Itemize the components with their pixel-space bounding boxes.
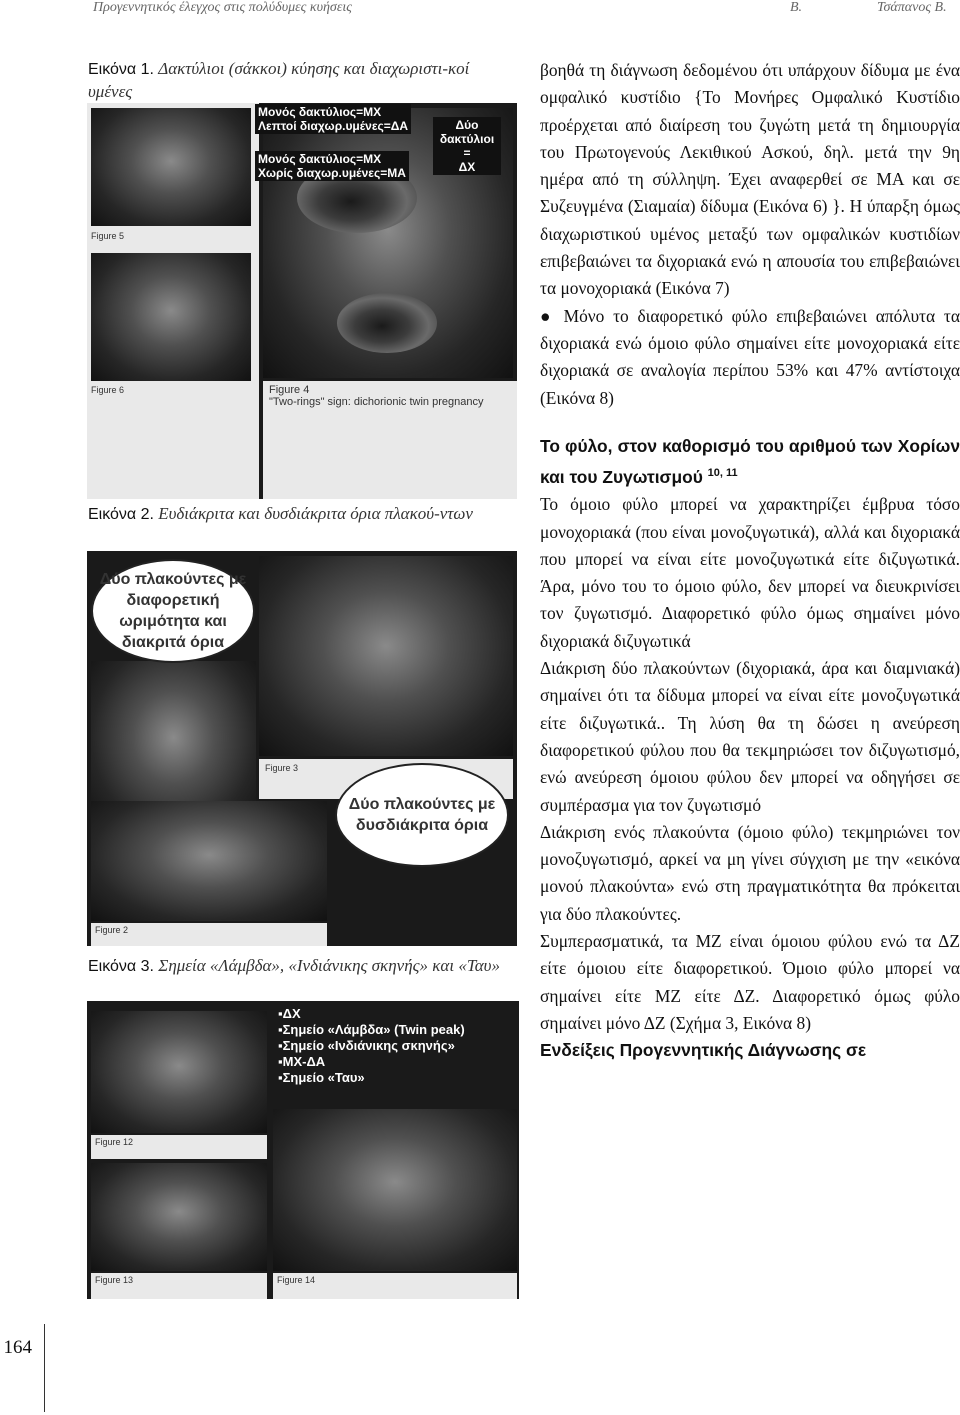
ultrasound-fig3: [259, 556, 513, 756]
legend-tau: ▪Σημείο «Ταυ»: [278, 1070, 365, 1085]
legend-lambda: ▪Σημείο «Λάμβδα» (Twin peak): [278, 1022, 465, 1037]
header-title: Προγεννητικός έλεγχος στις πολύδυμες κυήσεις: [93, 0, 352, 15]
figure-3-caption: [88, 955, 508, 978]
ultrasound-fig5: [91, 108, 251, 226]
paragraph-6: Συμπερασματικά, τα ΜΖ είναι όμοιου φύλου ενώ τα ΔΖ είτε όμοιου είτε διαφορετικού. Όμοιο φύλο μπορεί να σημαίνει είτε ΜΖ είτε ΔΖ. Διαφορετικό όμως φύλο σημαίνει μόνο ΔΖ (Σχήμα 3, Εικόνα 8): [540, 931, 960, 1033]
body-text-column: [540, 57, 960, 1064]
gestational-sac-2: [337, 293, 437, 353]
fig14-label: Figure 14: [277, 1275, 316, 1285]
bubble-indistinct-placentas: [335, 763, 509, 867]
bubble-distinct-placentas: [91, 559, 255, 663]
paragraph-1: βοηθά τη διάγνωση δεδομένου ότι υπάρχουν δίδυμα με ένα ομφαλικό κυστίδιο {Το Μονήρες Ομφαλικό Κυστίδιο προέρχεται από διαίρεση του ζυγώτη μετά τη δημιουργία του Πρωτογενούς Λεκιθικού Ασκού, δηλ. μετά την 9η ημέρα από τη σύλληψη. Έχει αναφερθεί σε ΜΑ και σε Συζευγμένα (Σιαμαία) δίδυμα (Εικόνα 6) }. Η ύπαρξη όμως διαχωριστικού υμένος μεταξύ των ομφαλικών κυστιδίων επιβεβαιώνει τα διχοριακά ενώ η απουσία του επιβεβαιώνει τα μονοχοριακά (Εικόνα 7): [540, 60, 960, 299]
page-number: 164: [3, 1337, 32, 1358]
running-header: [0, 0, 960, 20]
figure-2-caption: [88, 503, 508, 526]
sign-legend: [275, 1005, 468, 1087]
ultrasound-fig12: [91, 1011, 267, 1133]
figure-2-caption-text: Ευδιάκριτα και δυσδιάκριτα όρια πλακού-ντων: [158, 504, 473, 523]
figure-2-image: [87, 551, 517, 946]
figure-1-image: [87, 103, 517, 499]
figure-3-caption-text: Σημεία «Λάμβδα», «Ινδιάνικης σκηνής» και «Ταυ»: [158, 956, 500, 975]
label-single-ring-none: [255, 151, 409, 181]
section-heading-ref: 10, 11: [707, 467, 738, 480]
legend-indian-tent: ▪Σημείο «Ινδιάνικης σκηνής»: [278, 1038, 455, 1053]
next-section-heading: Ενδείξεις Προγεννητικής Διάγνωσης σε: [540, 1040, 867, 1061]
legend-dx: ▪ΔΧ: [278, 1006, 301, 1021]
header-initial: Β.: [790, 0, 803, 15]
figure-1-caption: [88, 58, 488, 103]
label-3d: ΔΧ: [458, 160, 476, 174]
ultrasound-fig6: [91, 253, 251, 381]
fig6-label: Figure 6: [91, 385, 125, 395]
label-2b: Χωρίς διαχωρ.υμένες=ΜΑ: [258, 166, 406, 180]
page-number-rule: [44, 1324, 45, 1412]
paragraph-4: Διάκριση δύο πλακούντων (διχοριακά, άρα και διαμνιακά) σημαίνει ότι τα δίδυμα μπορεί να είναι είτε μονοζυγωτικά είτε διζυγωτικά.. Τη λύση θα τη δώσει η ανεύρεση διαφορετικού φύλου που θα τεκμηριώσει τον διζυγωτισμό, ενώ ανεύρεση όμοιου φύλου δεν μπορεί να οδηγήσει σε συμπέρασμα για τον ζυγωτισμό: [540, 658, 960, 815]
paragraph-3: Το όμοιο φύλο μπορεί να χαρακτηρίζει έμβρυα τόσο μονοχοριακά (που είναι μονοζυγωτικά), αλλά και διχοριακά που μπορεί να είναι είτε μονοζυγωτικά είτε διζυγωτικά. Άρα, μόνο του το όμοιο φύλο, δεν μπορεί να διευκρινίσει τον ζυγωτισμό. Διαφορετικό φύλο όμως σημαίνει μόνο διχοριακά διζυγωτικά: [540, 494, 960, 651]
section-heading: [540, 433, 960, 491]
paragraph-5: Διάκριση ενός πλακούντα (όμοιο φύλο) τεκμηριώνει τον μονοζυγωτισμό, αρκεί να μη γίνει σύγχιση με την «εικόνα μονού πλακούντα» ενώ στη πραγματικότητα θα πρόκειται για δύο πλακούντες.: [540, 821, 960, 924]
label-3b: δακτύλιοι: [439, 132, 495, 146]
figure-2-label: Εικόνα 2.: [88, 506, 154, 523]
label-1b: Λεπτοί διαχωρ.υμένες=ΔΑ: [258, 119, 409, 133]
label-2a: Μονός δακτύλιος=ΜΧ: [258, 152, 382, 166]
header-author: Τσάπανος Β.: [877, 0, 947, 15]
label-1a: Μονός δακτύλιος=ΜΧ: [258, 105, 382, 119]
fig2-label: Figure 2: [95, 925, 129, 935]
fig5-label: Figure 5: [91, 231, 125, 241]
label-single-ring-thin: [255, 104, 411, 134]
figure-1-caption-text: Δακτύλιοι (σάκκοι) κύησης και διαχωριστι-κοί υμένες: [88, 59, 470, 101]
bubble-2-text: Δύο πλακούντες με δυσδιάκριτα όρια: [348, 796, 496, 834]
legend-mx-da: ▪ΜΧ-ΔΑ: [278, 1054, 326, 1069]
figure-1-label: Εικόνα 1.: [88, 61, 154, 78]
ultrasound-fig2: [91, 801, 327, 921]
figure-3-image: [87, 1001, 519, 1299]
fig4-caption: "Two-rings" sign: dichorionic twin pregnancy: [269, 396, 484, 408]
ultrasound-fig14: [273, 1109, 517, 1271]
ultrasound-fig13: [91, 1163, 267, 1271]
bubble-1-text: Δύο πλακούντες με διαφορετική ωριμότητα και διακριτά όρια: [99, 571, 247, 651]
label-two-rings: [433, 117, 501, 175]
fig3-label: Figure 3: [265, 763, 299, 773]
label-3a: Δύο: [455, 118, 479, 132]
paragraph-2: ● Μόνο το διαφορετικό φύλο επιβεβαιώνει απόλυτα τα διχοριακά ενώ όμοιο φύλο σημαίνει είτε μονοχοριακά είτε διχοριακά σε αναλογία περίπου 53% και 47% αντίστοιχα (Εικόνα 8): [540, 305, 960, 408]
fig4-label: Figure 4: [269, 384, 310, 396]
figure-3-label: Εικόνα 3.: [88, 958, 154, 975]
label-3c: =: [463, 146, 471, 160]
fig12-label: Figure 12: [95, 1137, 134, 1147]
fig13-label: Figure 13: [95, 1275, 134, 1285]
section-heading-text: Το φύλο, στον καθορισμό του αριθμού των Χορίων και του Ζυγωτισμού: [540, 435, 960, 487]
